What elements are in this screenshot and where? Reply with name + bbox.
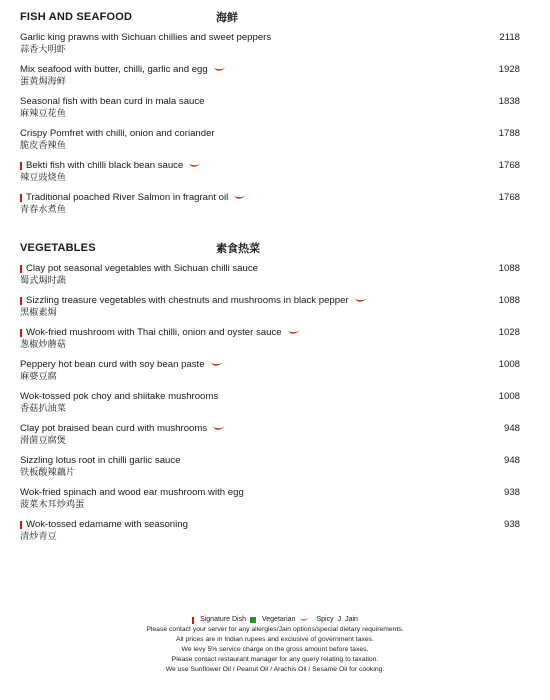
chili-icon bbox=[213, 66, 227, 74]
dish-name-chinese: 辣豆豉烧鱼 bbox=[20, 172, 66, 183]
dish-price: 1008 bbox=[498, 391, 520, 402]
menu-item bbox=[20, 191, 520, 223]
dish-price: 1838 bbox=[498, 96, 520, 107]
dish-name-line bbox=[20, 127, 460, 140]
signature-mark-icon bbox=[20, 265, 22, 273]
dish-name-chinese: 铁板酸辣藕片 bbox=[20, 467, 76, 478]
dish-name-chinese: 滑菌豆腐煲 bbox=[20, 435, 66, 446]
dish-name-line bbox=[20, 326, 460, 339]
menu-item bbox=[20, 422, 520, 454]
menu-item-text bbox=[20, 390, 460, 422]
dish-name-line bbox=[20, 390, 460, 403]
dish-name: Seasonal fish with bean curd in mala sauce bbox=[20, 96, 205, 107]
dish-price: 1788 bbox=[498, 128, 520, 139]
dish-name-line bbox=[20, 358, 460, 371]
dish-price: 938 bbox=[503, 487, 520, 498]
dish-name: Mix seafood with butter, chilli, garlic and egg bbox=[20, 64, 208, 75]
dish-name: Crispy Pomfret with chilli, onion and coriander bbox=[20, 128, 215, 139]
chili-icon bbox=[299, 617, 310, 623]
dish-name-line bbox=[20, 486, 460, 499]
dish-name: Sizzling treasure vegetables with chestnuts and mushrooms in black pepper bbox=[26, 295, 349, 306]
dish-name-line bbox=[20, 63, 460, 76]
dish-name-chinese: 清炒青豆 bbox=[20, 531, 57, 542]
dish-price: 1088 bbox=[498, 295, 520, 306]
signature-mark-icon bbox=[192, 617, 194, 624]
dish-name-chinese: 青春水煮鱼 bbox=[20, 204, 66, 215]
legend-jain: Jain bbox=[345, 616, 358, 623]
dish-name: Traditional poached River Salmon in fragrant oil bbox=[26, 192, 229, 203]
dish-name: Peppery hot bean curd with soy bean paste bbox=[20, 359, 205, 370]
chili-icon bbox=[354, 297, 368, 305]
signature-mark-icon bbox=[20, 194, 22, 202]
menu-item bbox=[20, 486, 520, 518]
dish-name-chinese: 葱椒炒蘑菇 bbox=[20, 339, 66, 350]
dish-name: Wok-fried spinach and wood ear mushroom with egg bbox=[20, 487, 244, 498]
dish-price: 1768 bbox=[498, 160, 520, 171]
footer-note: We use Sunflower Oil / Peanut Oil / Arachis Oil / Sesame Oil for cooking. bbox=[165, 666, 385, 673]
dish-name: Wok-fried mushroom with Thai chilli, onion and oyster sauce bbox=[26, 327, 282, 338]
menu-item-text bbox=[20, 159, 460, 191]
chili-icon bbox=[287, 329, 301, 337]
fish-item-list bbox=[20, 31, 520, 223]
chili-icon bbox=[233, 194, 247, 202]
menu-item-text bbox=[20, 422, 460, 454]
dish-price: 2118 bbox=[499, 32, 520, 43]
dish-name-line bbox=[20, 454, 460, 467]
dish-price: 1768 bbox=[498, 192, 520, 203]
vegetable-item-list bbox=[20, 262, 520, 550]
footer-note: All prices are in Indian rupees and exclusive of government taxes. bbox=[176, 636, 374, 643]
menu-item-text bbox=[20, 63, 460, 95]
menu-item bbox=[20, 127, 520, 159]
dish-price: 1928 bbox=[498, 64, 520, 75]
menu-item bbox=[20, 63, 520, 95]
legend-vegetarian: Vegetarian bbox=[261, 616, 296, 623]
footer-note: Please contact your server for any allergies/Jain options/special dietary requirements. bbox=[146, 626, 404, 633]
menu-item-text bbox=[20, 294, 460, 326]
dish-name: Clay pot seasonal vegetables with Sichuan chilli sauce bbox=[26, 263, 258, 274]
menu-item bbox=[20, 390, 520, 422]
dish-price: 948 bbox=[503, 455, 520, 466]
dish-name-chinese: 麻辣豆花鱼 bbox=[20, 108, 66, 119]
menu-item-text bbox=[20, 326, 460, 358]
dish-name-chinese: 蒜香大明虾 bbox=[20, 44, 66, 55]
menu-item bbox=[20, 262, 520, 294]
menu-item-text bbox=[20, 191, 460, 223]
menu-footer bbox=[0, 615, 550, 675]
legend-jain-mark: J bbox=[337, 616, 342, 623]
menu-item bbox=[20, 358, 520, 390]
legend-spicy: Spicy bbox=[316, 616, 334, 623]
dish-name: Bekti fish with chilli black bean sauce bbox=[26, 160, 184, 171]
dish-name-chinese: 蜀式焗时蔬 bbox=[20, 275, 66, 286]
dish-name-line bbox=[20, 191, 460, 204]
menu-item bbox=[20, 454, 520, 486]
signature-mark-icon bbox=[20, 521, 22, 529]
chili-icon bbox=[188, 162, 202, 170]
menu-item-text bbox=[20, 127, 460, 159]
menu-item bbox=[20, 326, 520, 358]
signature-mark-icon bbox=[20, 297, 22, 305]
dish-name-chinese: 黑椒素焗 bbox=[20, 307, 57, 318]
dish-name-chinese: 香菇扒油菜 bbox=[20, 403, 66, 414]
menu-item-text bbox=[20, 454, 460, 486]
section-vegetables bbox=[20, 240, 520, 550]
menu-item-text bbox=[20, 358, 460, 390]
menu-item bbox=[20, 95, 520, 127]
dish-price: 1008 bbox=[498, 359, 520, 370]
footer-note: Please contact restaurant manager for any query relating to taxation. bbox=[171, 656, 379, 663]
menu-item bbox=[20, 159, 520, 191]
menu-item-text bbox=[20, 31, 460, 63]
section-title: VEGETABLES bbox=[20, 242, 96, 254]
menu-item-text bbox=[20, 486, 460, 518]
dish-name-line bbox=[20, 95, 460, 108]
dish-name-line bbox=[20, 294, 460, 307]
dish-name: Garlic king prawns with Sichuan chillies and sweet peppers bbox=[20, 32, 272, 43]
dish-name-line bbox=[20, 159, 460, 172]
dish-name: Clay pot braised bean curd with mushrooms bbox=[20, 423, 208, 434]
dish-name-line bbox=[20, 518, 460, 531]
dish-name: Wok-tossed pok choy and shiitake mushrooms bbox=[20, 391, 219, 402]
veg-square-icon bbox=[250, 617, 256, 623]
legend-signature: Signature Dish bbox=[200, 616, 246, 623]
chili-icon bbox=[210, 361, 224, 369]
dish-name-chinese: 蛋黄焗海鲜 bbox=[20, 76, 66, 87]
dish-price: 1028 bbox=[498, 327, 520, 338]
menu-item-text bbox=[20, 518, 460, 550]
menu-item-text bbox=[20, 95, 460, 127]
menu-item bbox=[20, 294, 520, 326]
menu-item bbox=[20, 518, 520, 550]
dish-name-chinese: 麻婆豆腐 bbox=[20, 371, 57, 382]
section-fish-seafood bbox=[20, 9, 520, 223]
section-header bbox=[20, 9, 520, 25]
chili-icon bbox=[212, 425, 226, 433]
section-header bbox=[20, 240, 520, 256]
section-title-chinese: 素食热菜 bbox=[216, 242, 260, 255]
section-title-chinese: 海鲜 bbox=[216, 11, 238, 24]
signature-mark-icon bbox=[20, 329, 22, 337]
dish-name-line bbox=[20, 422, 460, 435]
dish-name-line bbox=[20, 262, 460, 275]
section-title: FISH AND SEAFOOD bbox=[20, 11, 133, 23]
dish-name-line bbox=[20, 31, 460, 44]
dish-name-chinese: 菠菜木耳炒鸡蛋 bbox=[20, 499, 85, 510]
dish-name: Wok-tossed edamame with seasoning bbox=[26, 519, 188, 530]
dish-name: Sizzling lotus root in chilli garlic sauce bbox=[20, 455, 181, 466]
dish-price: 938 bbox=[503, 519, 520, 530]
footer-note: We levy 5% service charge on the gross amount before taxes. bbox=[181, 646, 369, 653]
signature-mark-icon bbox=[20, 162, 22, 170]
dish-price: 1088 bbox=[498, 263, 520, 274]
menu-item bbox=[20, 31, 520, 63]
dish-price: 948 bbox=[503, 423, 520, 434]
menu-item-text bbox=[20, 262, 460, 294]
dish-name-chinese: 脆皮香辣鱼 bbox=[20, 140, 66, 151]
legend bbox=[0, 615, 550, 625]
